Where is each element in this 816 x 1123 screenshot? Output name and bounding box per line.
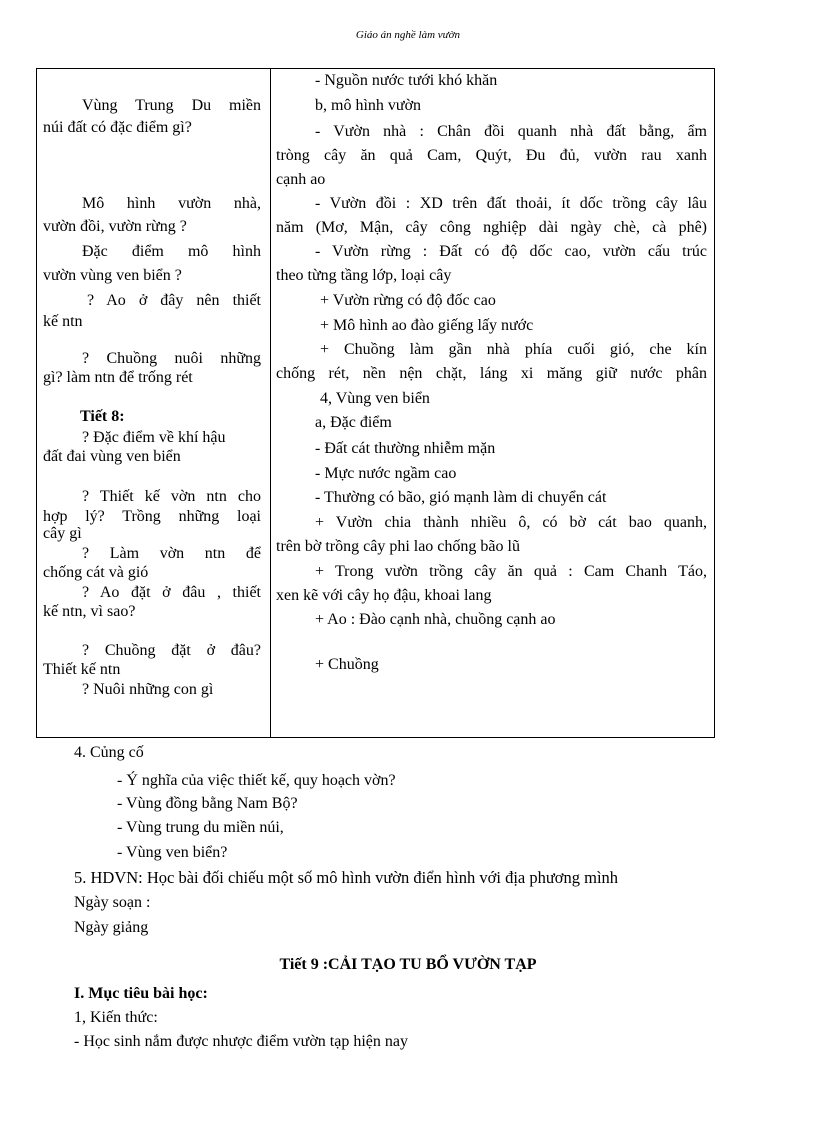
left-line: ? Nuôi những con gì xyxy=(82,681,214,698)
lesson-9-title: Tiết 9 :CẢI TẠO TU BỔ VƯỜN TẠP xyxy=(279,956,537,973)
right-line: 4, Vùng ven biển xyxy=(320,390,430,407)
right-line: + Chuồng làm gần nhà phía cuối gió, che kín xyxy=(320,341,707,358)
left-line: ? Chuồng nuôi những xyxy=(82,350,261,367)
review-question: - Vùng ven biển? xyxy=(117,844,228,861)
left-line: ? Làm vờn ntn để xyxy=(82,545,261,562)
left-line: cây gì xyxy=(43,525,82,542)
left-line: hợp lý? Trồng những loại xyxy=(43,508,261,525)
right-line: năm (Mơ, Mận, cây công nghiệp dài ngày chè, cà phê) xyxy=(276,219,707,236)
left-line: Mô hình vườn nhà, xyxy=(82,195,261,212)
right-line: + Mô hình ao đào giếng lấy nước xyxy=(320,317,534,334)
column-divider xyxy=(270,69,271,737)
section-consolidation: 4. Củng cố xyxy=(74,744,144,761)
left-line: vườn vùng ven biển ? xyxy=(43,267,182,284)
right-line: - Vườn đồi : XD trên đất thoải, ít dốc trồng cây lâu xyxy=(315,195,707,212)
right-line: + Ao : Đào cạnh nhà, chuồng cạnh ao xyxy=(315,611,556,628)
review-question: - Vùng đồng bằng Nam Bộ? xyxy=(117,795,298,812)
homework-line: 5. HDVN: Học bài đối chiếu một số mô hình vườn điển hình với địa phương mình xyxy=(74,868,619,887)
right-line: + Vườn rừng có độ đốc cao xyxy=(320,292,496,309)
right-line: tròng cây ăn quả Cam, Quýt, Đu đủ, vườn rau xanh xyxy=(276,147,707,164)
teach-date: Ngày giảng xyxy=(74,919,149,936)
right-line: - Đất cát thường nhiễm mặn xyxy=(315,440,496,457)
left-line: ? Ao đặt ở đâu , thiết xyxy=(82,584,261,601)
review-question: - Vùng trung du miền núi, xyxy=(117,819,284,836)
lesson-8-heading: Tiết 8: xyxy=(80,408,125,425)
right-line: a, Đặc điểm xyxy=(315,414,392,431)
right-line: trên bờ trồng cây phi lao chống bão lũ xyxy=(276,538,520,555)
left-line: vườn đồi, vườn rừng ? xyxy=(43,218,187,235)
prep-date: Ngày soạn : xyxy=(74,894,151,911)
left-line: ? Thiết kế vờn ntn cho xyxy=(82,488,261,505)
right-line: - Nguồn nước tưới khó khăn xyxy=(315,72,498,89)
right-line: cạnh ao xyxy=(276,171,326,188)
right-line: + Trong vườn trồng cây ăn quả : Cam Chanh Táo, xyxy=(315,563,707,580)
right-line: + Chuồng xyxy=(315,656,379,673)
left-line: kế ntn, vì sao? xyxy=(43,603,136,620)
right-line: xen kẽ với cây họ đậu, khoai lang xyxy=(276,587,492,604)
left-line: ? Đặc điểm về khí hậu xyxy=(82,429,226,446)
objectives-heading: I. Mục tiêu bài học: xyxy=(74,985,208,1002)
left-line: gì? làm ntn để trống rét xyxy=(43,369,193,386)
left-line: Đặc điểm mô hình xyxy=(82,243,261,260)
left-line: Thiết kế ntn xyxy=(43,661,121,678)
right-line: + Vườn chia thành nhiều ô, có bờ cát bao quanh, xyxy=(315,514,707,531)
left-line: núi đất có đặc điểm gì? xyxy=(43,119,192,136)
knowledge-item: - Học sinh nắm được nhược điểm vườn tạp hiện nay xyxy=(74,1033,408,1050)
page-header: Giáo án nghề làm vườn xyxy=(355,29,461,41)
review-question: - Ý nghĩa của việc thiết kế, quy hoạch vờn? xyxy=(117,772,396,789)
right-line: - Vườn rừng : Đất có độ dốc cao, vườn cấu trúc xyxy=(315,243,707,260)
left-line: ? Chuồng đặt ở đâu? xyxy=(82,642,261,659)
knowledge-heading: 1, Kiến thức: xyxy=(74,1009,158,1026)
left-line: chống cát và gió xyxy=(43,564,149,581)
left-line: kế ntn xyxy=(43,313,83,330)
right-line: - Mực nước ngầm cao xyxy=(315,465,457,482)
right-line: - Vườn nhà : Chân đồi quanh nhà đất bằng, ẩm xyxy=(315,123,707,140)
right-line: b, mô hình vườn xyxy=(315,97,422,114)
left-line: đất đai vùng ven biển xyxy=(43,448,181,465)
right-line: - Thường có bão, gió mạnh làm di chuyển cát xyxy=(315,489,607,506)
left-line: ? Ao ở đây nên thiết xyxy=(87,292,261,309)
left-line: Vùng Trung Du miền xyxy=(82,97,261,114)
right-line: theo từng tầng lớp, loại cây xyxy=(276,267,452,284)
right-line: chống rét, nền nện chặt, láng xi măng giữ nước phân xyxy=(276,365,707,382)
